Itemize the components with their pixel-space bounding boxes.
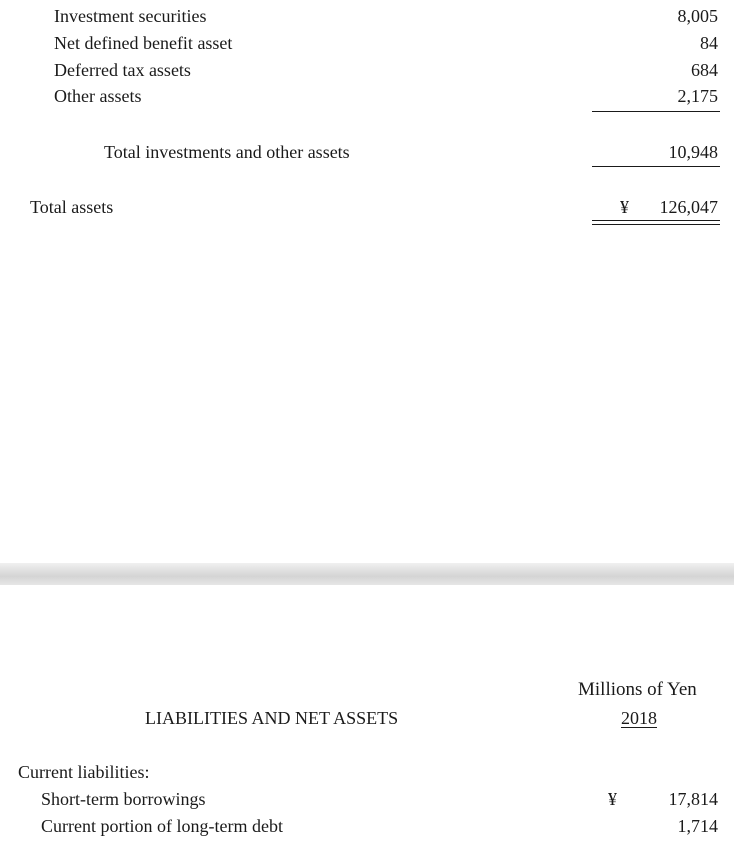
- total-rule: [592, 166, 720, 167]
- year-heading: 2018: [621, 708, 657, 728]
- total-double-rule-upper: [592, 220, 720, 221]
- group-label-current-liabilities: Current liabilities:: [18, 762, 150, 782]
- row-label-short-term-borrowings: Short-term borrowings: [41, 789, 206, 809]
- row-label-net-defined-benefit-asset: Net defined benefit asset: [54, 33, 233, 53]
- row-value-short-term-borrowings: 17,814: [668, 789, 718, 809]
- subtotal-value: 10,948: [668, 142, 718, 162]
- section-title: LIABILITIES AND NET ASSETS: [145, 708, 399, 728]
- row-label-current-portion-long-term-debt: Current portion of long-term debt: [41, 816, 283, 836]
- total-assets-value: 126,047: [659, 197, 718, 217]
- total-assets-label: Total assets: [30, 197, 114, 217]
- balance-sheet-liabilities-section: [0, 585, 734, 843]
- row-value-deferred-tax-assets: 684: [691, 60, 718, 80]
- row-label-other-assets: Other assets: [54, 86, 142, 106]
- unit-heading: Millions of Yen: [578, 679, 697, 700]
- row-value-investment-securities: 8,005: [677, 6, 718, 26]
- subtotal-label: Total investments and other assets: [104, 142, 350, 162]
- row-value-current-portion-long-term-debt: 1,714: [677, 816, 718, 836]
- row-label-deferred-tax-assets: Deferred tax assets: [54, 60, 191, 80]
- row-currency-short-term-borrowings: ¥: [608, 789, 617, 809]
- total-double-rule-lower: [592, 224, 720, 225]
- total-assets-currency: ¥: [620, 197, 629, 217]
- page-separator: [0, 563, 734, 585]
- row-value-net-defined-benefit-asset: 84: [700, 33, 718, 53]
- row-label-investment-securities: Investment securities: [54, 6, 207, 26]
- subtotal-rule: [592, 111, 720, 112]
- row-value-other-assets: 2,175: [677, 86, 718, 106]
